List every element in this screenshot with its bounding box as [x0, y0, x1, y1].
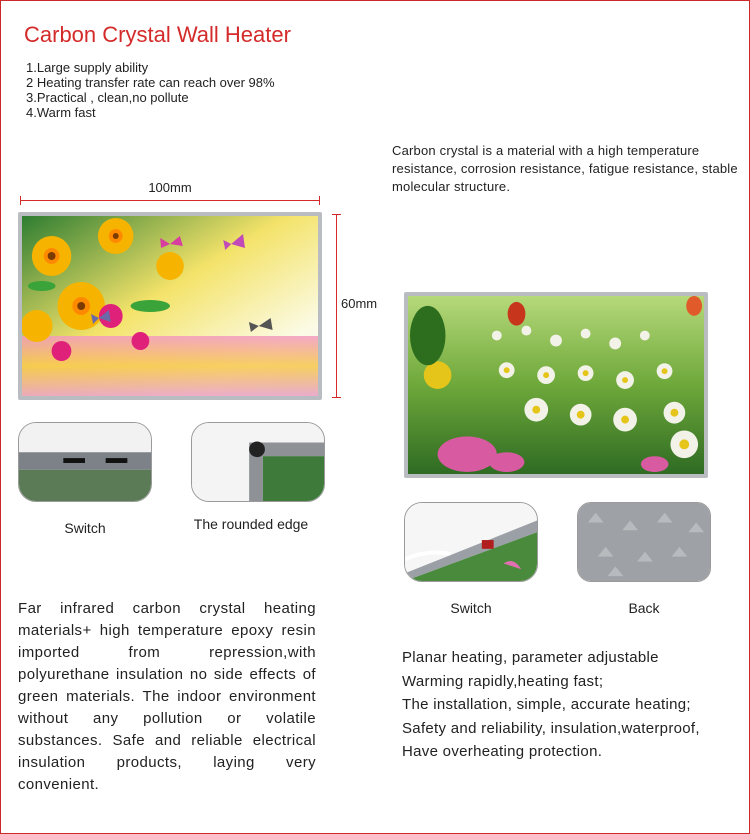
switch-caption: Switch: [450, 600, 492, 616]
benefit-item: Have overheating protection.: [402, 743, 603, 760]
feature-item: 3.Practical , clean,no pollute: [26, 90, 189, 105]
material-description: Carbon crystal is a material with a high temperature resistance, corrosion resistance, fatigue resistance, stable molecular structure.: [392, 143, 738, 194]
benefit-item: Safety and reliability, insulation,waterproof,: [402, 719, 700, 737]
rounded-edge-caption: The rounded edge: [193, 516, 309, 532]
benefit-item: Warming rapidly,heating fast;: [402, 672, 604, 690]
feature-item: 2 Heating transfer rate can reach over 98%: [26, 75, 275, 90]
rounded-edge-closeup-image: [191, 422, 325, 502]
height-dimension-label: 60mm: [341, 296, 378, 311]
height-dimension-line: [336, 214, 337, 398]
daisy-garden-panel-image: [404, 292, 708, 478]
feature-list: [26, 60, 275, 120]
back-surface-image: [577, 502, 711, 582]
benefit-item: The installation, simple, accurate heating;: [402, 696, 691, 713]
feature-item: 1.Large supply ability: [26, 60, 149, 75]
switch-caption: Switch: [64, 520, 106, 536]
width-dimension-line: [20, 200, 320, 201]
page-title: Carbon Crystal Wall Heater: [24, 22, 291, 47]
product-description: Far infrared carbon crystal heating materials+ high temperature epoxy resin imported from repression,with polyurethane insulation no side effects of green materials. The indoor environment without any pollution or volatile substances. Safe and reliable electrical insulation products, laying very convenient.: [18, 600, 316, 793]
benefit-list: [402, 646, 700, 764]
switch-cable-closeup-image: [404, 502, 538, 582]
feature-item: 4.Warm fast: [26, 105, 96, 120]
flower-butterfly-panel-image: [18, 212, 322, 400]
benefit-item: Planar heating, parameter adjustable: [402, 649, 659, 666]
switch-closeup-image: [18, 422, 152, 502]
back-caption: Back: [628, 600, 660, 616]
width-dimension-label: 100mm: [148, 180, 192, 195]
